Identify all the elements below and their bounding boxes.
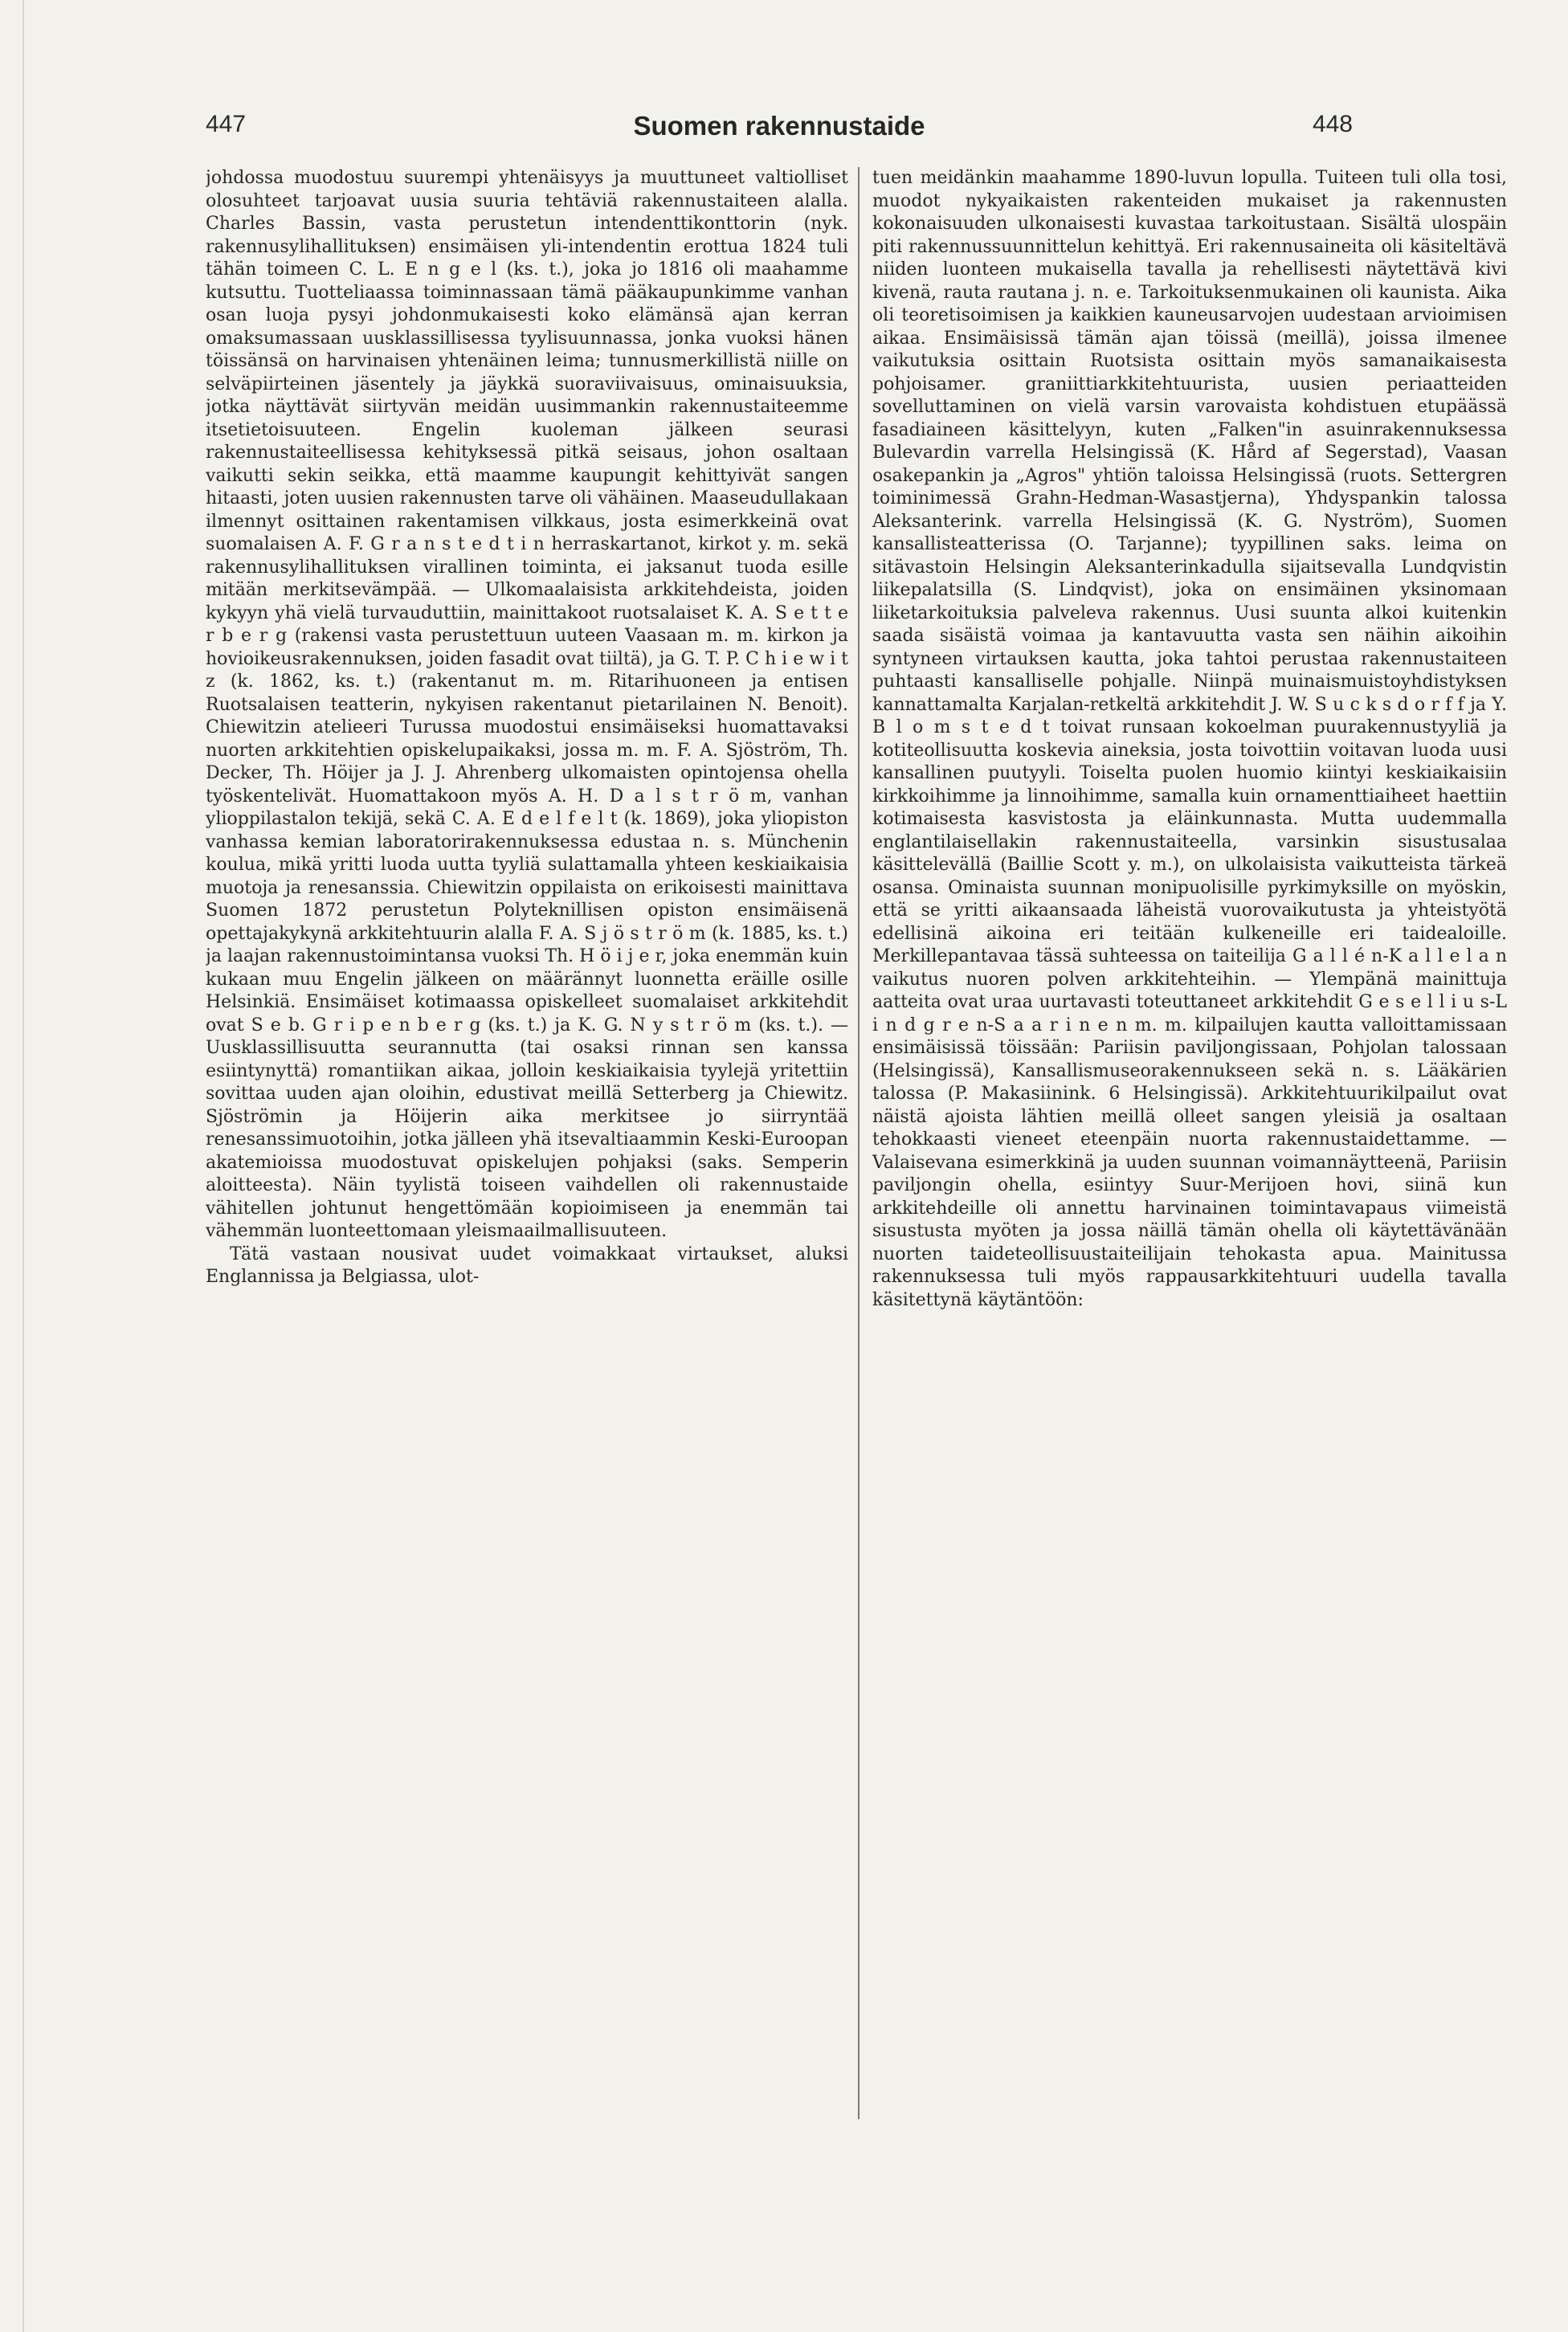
page-number-right: 448 [1312, 111, 1353, 137]
binding-edge [22, 0, 24, 2332]
right-paragraph-1: tuen meidänkin maahamme 1890-luvun lopulla. Tuiteen tuli olla tosi, muodot nykyaikaisten rakenteiden mukaiset ja rakennusten kokonaisuuden ulkonaisesti kuvastaa tarkoitustaan. Sisältä ulospäin piti rakennussuunnittelun kehittyä. Eri rakennusaineita oli käsiteltävä niiden luonteen mukaisella tavalla ja rehellisesti näytettävä kivi kivenä, rauta rautana j. n. e. Tarkoituksenmukainen oli kaunista. Aika oli teoretisoimisen ja kaikkien kauneusarvojen uudestaan arvioimisen aikaa. Ensimäisissä tämän ajan töissä (meillä), joissa ilmenee vaikutuksia osittain Ruotsista osittain myös samanaikaisesta pohjoisamer. graniittiarkkitehtuurista, uusien periaatteiden sovelluttaminen on vielä varsin varovaista kohdistuen etupäässä fasadiaineen käsittelyyn, kuten „Falken"in asuinrakennuksessa Bulevardin varrella Helsingissä (K. Hård af Segerstad), Vaasan osakepankin ja „Agros" yhtiön taloissa Helsingissä (ruots. Settergren toiminimessä Grahn-Hedman-Wasastjerna), Yhdyspankin talossa Aleksanterink. varrella Helsingissä (K. G. Nyström), Suomen kansallisteatterissa (O. Tarjanne); tyypillinen saks. leima on sitävastoin Helsingin Aleksanterinkadulla sijaitsevalla Lundqvistin liikepalatsilla (S. Lindqvist), joka on ensimäinen yksinomaan liiketarkoituksia palveleva rakennus. Uusi suunta alkoi kuitenkin saada sisäistä voimaa ja kantavuutta vasta sen näihin aikoihin syntyneen virtauksen kautta, joka tahtoi perustaa rakennustaiteen puhtaasti kansalliselle pohjalle. Niinpä muinaismuistoyhdistyksen kannattamalta Karjalan-retkeltä arkkitehdit J. W. S u c k s d o r f f ja Y. B l o m s t e d t toivat runsaan kokoelman puurakennustyyliä ja kotiteollisuutta koskevia aineksia, josta toivottiin voitavan luoda uusi kansallinen puutyyli. Toiselta puolen huomio kiintyi keskiaikaisiin kirkkoihimme ja linnoihimme, samalla kuin ornamenttiaiheet haettiin kotimaisesta kasvistosta ja eläinkunnasta. Mutta uudemmalla englantilaisellakin rakennustaiteella, varsinkin sisustusalaa käsittelevällä (Baillie Scott y. m.), on ulkolaisista vaikutteista tärkeä osansa. Ominaista suunnan monipuolisille pyrkimyksille on myöskin, että se yritti aikaansaada läheistä vuorovaikutusta ja yhteistyötä edellisinä aikoina eri teitään kulkeneille eri taidealoille. Merkillepantavaa tässä suhteessa on taiteilija G a l l é n-K a l l e l a n vaikutus nuoren polven arkkitehteihin. — Ylempänä mainittuja aatteita ovat uraa uurtavasti toteuttaneet arkkitehdit G e s e l l i u s-L i n d g r e n-S a a r i n e n m. m. kilpailujen kautta valloittamissaan ensimäisissä töissään: Pariisin paviljongissaan, Pohjolan talossaan (Helsingissä), Kansallismuseorakennukseen sekä n. s. Lääkärien talossa (P. Makasiinink. 6 Helsingissä). Arkkitehtuurikilpailut ovat näistä ajoista lähtien meillä olleet sangen yleisiä ja osaltaan tehokkaasti vieneet eteenpäin nuorta rakennustaidettamme. — Valaisevana esimerkkinä ja uuden suunnan voimannäytteenä, Pariisin paviljongin ohella, esiintyy Suur-Merijoen hovi, siinä kun arkkitehdeille oli annettu harvinainen toimintavapaus viimeistä sisustusta myöten ja jossa näillä tämän ohella oli käytettävänään nuorten taideteollisuustaiteilijain tehokasta apua. Mainitussa rakennuksessa tuli myös rappausarkkitehtuuri uudella tavalla käsitettynä käytäntöön: [872, 168, 1507, 1310]
left-paragraph-1: johdossa muodostuu suurempi yhtenäisyys ja muuttuneet valtiolliset olosuhteet tarjoavat uusia suuria tehtäviä rakennustaiteen alalla. Charles Bassin, vasta perustetun intendenttikonttorin (nyk. rakennusylihallituksen) ensimäisen yli-intendentin erottua 1824 tuli tähän toimeen C. L. E n g e l (ks. t.), joka jo 1816 oli maahamme kutsuttu. Tuotteliaassa toiminnassaan tämä pääkaupunkimme vanhan osan luoja pysyi johdonmukaisesti koko elämänsä ajan kerran omaksumassaan uusklassillisessa tyylisuunnassa, jonka vuoksi hänen töissänsä on harvinaisen yhtenäinen leima; tunnusmerkillistä niille on selväpiirteinen jäsentely ja jäykkä suoraviivaisuus, ominaisuuksia, jotka näyttävät siirtyvän meidän uusimmankin rakennustaiteemme itsetietoisuuteen. Engelin kuoleman jälkeen seurasi rakennustaiteellisessa kehityksessä pitkä seisaus, johon osaltaan vaikutti sekin seikka, että maamme kaupungit kehittyivät sangen hitaasti, joten uusien rakennusten tarve oli vähäinen. Maaseudullakaan ilmennyt osittainen rakentamisen vilkkaus, josta esimerkkeinä ovat suomalaisen A. F. G r a n s t e d t i n herraskartanot, kirkot y. m. sekä rakennusylihallituksen virallinen toiminta, ei jaksanut tuoda esille mitään merkitsevämpää. — Ulkomaalaisista arkkitehdeista, joiden kykyyn yhä vielä turvauduttiin, mainittakoot ruotsalaiset K. A. S e t t e r b e r g (rakensi vasta perustettuun uuteen Vaasaan m. m. kirkon ja hovioikeusrakennuksen, joiden fasadit ovat tiiltä), ja G. T. P. C h i e w i t z (k. 1862, ks. t.) (rakentanut m. m. Ritarihuoneen ja entisen Ruotsalaisen teatterin, nykyisen rakentanut pietarilainen N. Benoit). Chiewitzin atelieeri Turussa muodostui ensimäiseksi huomattavaksi nuorten arkkitehtien opiskelupaikaksi, jossa m. m. F. A. Sjöström, Th. Decker, Th. Höijer ja J. J. Ahrenberg ulkomaisten opintojensa ohella työskentelivät. Huomattakoon myös A. H. D a l s t r ö m, vanhan ylioppilastalon tekijä, sekä C. A. E d e l f e l t (k. 1869), joka yliopiston vanhassa kemian laboratorirakennuksessa edustaa n. s. Münchenin koulua, mikä yritti luoda uutta tyyliä sulattamalla yhteen keskiaikaisia muotoja ja renesanssia. Chiewitzin oppilaista on erikoisesti mainittava Suomen 1872 perustetun Polyteknillisen opiston ensimäisenä opettajakykynä arkkitehtuurin alalla F. A. S j ö s t r ö m (k. 1885, ks. t.) ja laajan rakennustoimintansa vuoksi Th. H ö i j e r, joka enemmän kuin kukaan muu Engelin jälkeen on määrännyt luonnetta eräille osille Helsinkiä. Ensimäiset kotimaassa opiskelleet suomalaiset arkkitehdit ovat S e b. G r i p e n b e r g (ks. t.) ja K. G. N y s t r ö m (ks. t.). — Uusklassillisuutta seurannutta (tai osaksi rinnan sen kanssa esiintynyttä) romantiikan aikaa, jolloin keskiaikaisia tyylejä yritettiin sovittaa uuden ajan oloihin, edustivat meillä Setterberg ja Chiewitz. Sjöströmin ja Höijerin aika merkitsee jo siirryntää renesanssimuotoihin, jotka jälleen yhä itsevaltiaammin Keski-Euroopan akatemioissa muodostuvat opiskelujen pohjaksi (saks. Semperin aloitteesta). Näin tyylistä toiseen vaihdellen oli rakennustaide vähitellen johtunut hengettömään kopioimiseen ja enemmän tai vähemmän luonteettomaan yleismaailmallisuuteen. [206, 168, 848, 1241]
page-header [206, 111, 1353, 143]
column-divider [858, 167, 860, 2119]
running-title: Suomen rakennustaide [633, 111, 925, 141]
page-number-left: 447 [206, 111, 247, 137]
left-paragraph-2: Tätä vastaan nousivat uudet voimakkaat virtaukset, aluksi Englannissa ja Belgiassa, ulot- [206, 1244, 848, 1287]
right-column [872, 167, 1507, 2119]
left-column [206, 167, 848, 2119]
